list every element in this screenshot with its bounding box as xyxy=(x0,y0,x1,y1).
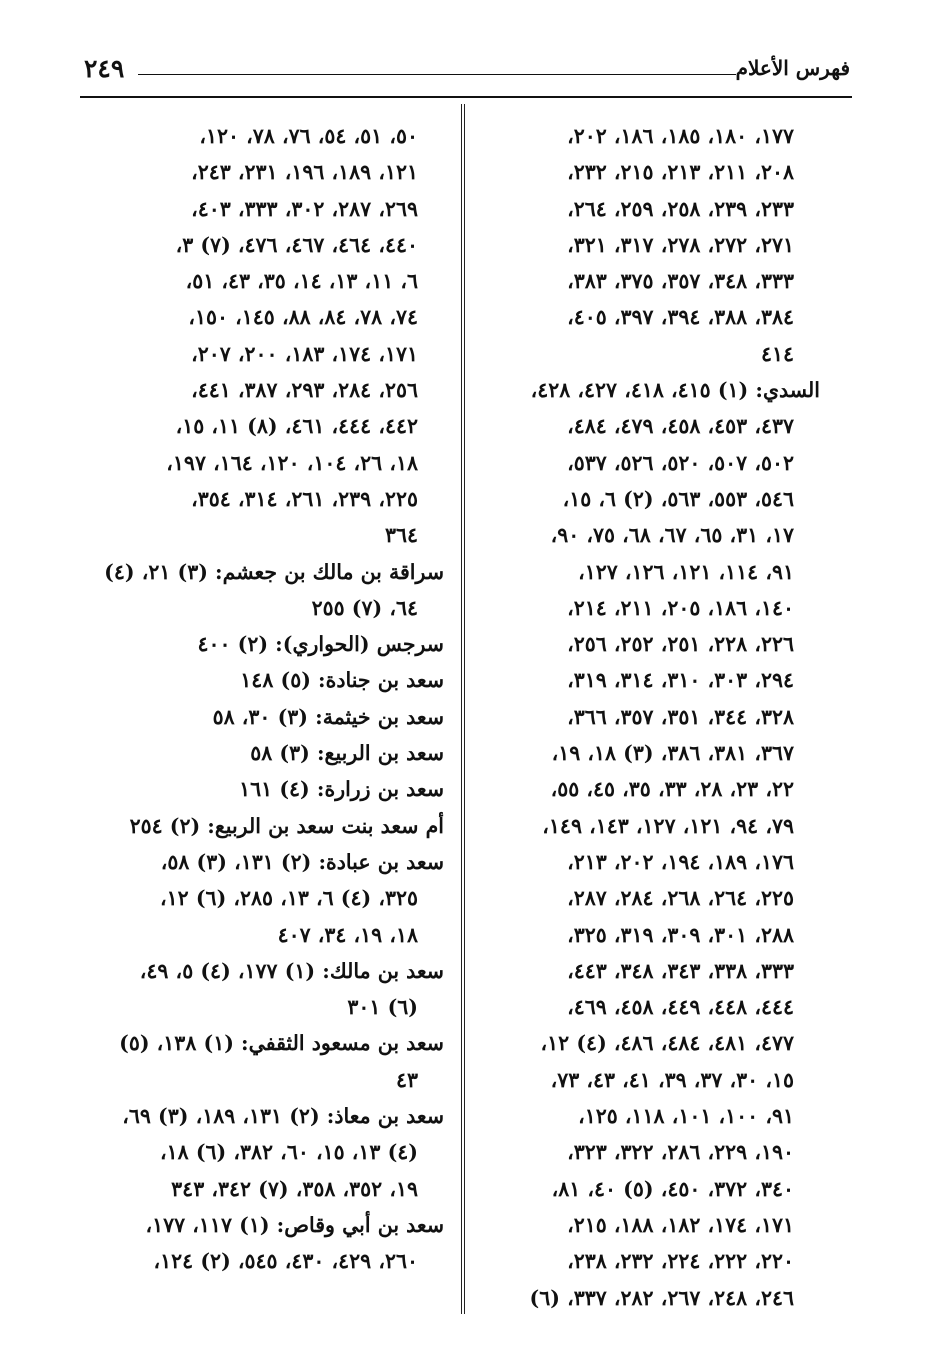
index-entry-line: ٢٢٥، ٢٣٩، ٢٦١، ٣١٤، ٣٥٤، xyxy=(191,486,418,511)
index-entry-heading: سراقة بن مالك بن جعشم: (٣) ٢١، (٤) xyxy=(104,559,444,584)
index-entry-line: (٤) ١٣، ١٥، ٦٠، ٣٨٢، (٦) ١٨، xyxy=(160,1140,418,1165)
index-entry-heading: سعد بن معاذ: (٢) ١٣١، ١٨٩، (٣) ٦٩، xyxy=(122,1104,444,1129)
index-entry-line: ٤٤٢، ٤٤٤، ٤٦١، (٨) ١١، ١٥، xyxy=(175,414,418,439)
index-entry-line: ٦، ١١، ١٣، ١٤، ٣٥، ٤٣، ٥١، xyxy=(185,269,418,294)
index-entry-line: ٥٤٦، ٥٥٣، ٥٦٣، (٢) ٦، ١٥، xyxy=(562,486,794,511)
index-entry-line: ٢٤٦، ٢٤٨، ٢٦٧، ٢٨٢، ٣٣٧، (٦) xyxy=(529,1285,794,1310)
index-entry-line: ٣٤٠، ٣٧٢، ٤٥٠، (٥) ٤٠، ٨١، xyxy=(551,1176,794,1201)
index-entry-line: ١٧١، ١٧٤، ١٨٢، ١٨٨، ٢١٥، xyxy=(567,1212,794,1237)
index-entry-line: ٣٨٤، ٣٨٨، ٣٩٤، ٣٩٧، ٤٠٥، xyxy=(567,305,794,330)
index-entry-line: ٤١٤ xyxy=(760,341,794,366)
index-entry-line: ٦٤، (٧) ٢٥٥ xyxy=(311,595,418,620)
index-entry-line: ٩١، ١١٤، ١٢١، ١٢٦، ١٢٧، xyxy=(578,559,794,584)
index-entry-heading: سعد بن مسعود الثقفي: (١) ١٣٨، (٥) xyxy=(119,1031,444,1056)
index-entry-line: ١٨، ٢٦، ١٠٤، ١٢٠، ١٦٤، ١٩٧، xyxy=(166,450,418,475)
index-entry-line: ٢٥٦، ٢٨٤، ٢٩٣، ٣٨٧، ٤٤١، xyxy=(191,378,418,403)
index-entry-line: ٢٧١، ٢٧٢، ٢٧٨، ٣١٧، ٣٢١، xyxy=(567,232,794,257)
index-entry-line: ١٥، ٣٠، ٣٧، ٣٩، ٤١، ٤٣، ٧٣، xyxy=(550,1067,794,1092)
index-entry-line: ٧٩، ٩٤، ١٢١، ١٢٧، ١٤٣، ١٤٩، xyxy=(542,813,794,838)
index-entry-heading: سعد بن خيثمة: (٣) ٣٠، ٥٨ xyxy=(212,704,444,729)
page-number: ٢٤٩ xyxy=(84,54,125,83)
index-entry-line: ٤٤٤، ٤٤٨، ٤٤٩، ٤٥٨، ٤٦٩، xyxy=(567,995,794,1020)
index-entry-line: ١٤٠، ١٨٦، ٢٠٥، ٢١١، ٢١٤، xyxy=(567,595,794,620)
index-entry-line: ١٨، ١٩، ٣٤، ٤٠٧ xyxy=(277,922,418,947)
index-entry-line: ١٢١، ١٨٩، ١٩٦، ٢٣١، ٢٤٣، xyxy=(191,160,418,185)
index-entry-heading: سرجس (الحواري): (٢) ٤٠٠ xyxy=(197,632,444,657)
index-entry-heading: سعد بن جنادة: (٥) ١٤٨ xyxy=(240,668,444,693)
index-entry-line: ١٧٦، ١٨٩، ١٩٤، ٢٠٢، ٢١٣، xyxy=(567,849,794,874)
header-rule xyxy=(138,74,736,75)
index-entry-line: ٢٠٨، ٢١١، ٢١٣، ٢١٥، ٢٣٢، xyxy=(567,160,794,185)
index-entry-heading: سعد بن الربيع: (٣) ٥٨ xyxy=(250,741,444,766)
index-entry-line: ٢٦٠، ٤٢٩، ٤٣٠، ٥٤٥، (٢) ١٢٤، xyxy=(153,1249,418,1274)
index-entry-heading: سعد بن مالك: (١) ١٧٧، (٤) ٥، ٤٩، xyxy=(139,958,444,983)
index-entry-line: ٢٨٨، ٣٠١، ٣٠٩، ٣١٩، ٣٢٥، xyxy=(567,922,794,947)
index-entry-line: ٢٣٣، ٢٣٩، ٢٥٨، ٢٥٩، ٢٦٤، xyxy=(567,196,794,221)
page-header xyxy=(80,52,852,98)
index-entry-line: ١٧٧، ١٨٠، ١٨٥، ١٨٦، ٢٠٢، xyxy=(567,124,794,148)
index-entry-line: ١٧، ٣١، ٦٥، ٦٧، ٦٨، ٧٥، ٩٠، xyxy=(550,523,794,548)
index-entry-line: ٣٢٥، (٤) ٦، ١٣، ٢٨٥، (٦) ١٢، xyxy=(160,886,418,911)
index-entry-line: ٢٦٩، ٢٨٧، ٣٠٢، ٣٣٣، ٤٠٣، xyxy=(191,196,418,221)
index-entry-line: ٧٤، ٧٨، ٨٤، ٨٨، ١٤٥، ١٥٠، xyxy=(188,305,418,330)
column-divider xyxy=(461,104,465,1314)
index-entry-line: ٣٣٣، ٣٣٨، ٣٤٣، ٣٤٨، ٤٤٣، xyxy=(567,958,794,983)
index-entry-line: ٢٢، ٢٣، ٢٨، ٣٣، ٣٥، ٤٥، ٥٥، xyxy=(550,777,794,802)
index-entry-line: ٥٠، ٥١، ٥٤، ٧٦، ٧٨، ١٢٠، xyxy=(199,124,418,148)
right-column xyxy=(490,118,820,1316)
index-entry-line: ٣٦٤ xyxy=(384,523,418,548)
index-entry-line: ٤٣٧، ٤٥٣، ٤٥٨، ٤٧٩، ٤٨٤، xyxy=(567,414,794,439)
index-entry-line: ٢٢٠، ٢٢٢، ٢٢٤، ٢٣٢، ٢٣٨، xyxy=(567,1249,794,1274)
index-entry-line: ٣٦٧، ٣٨١، ٣٨٦، (٣) ١٨، ١٩، xyxy=(551,741,794,766)
index-entry-line: ٩١، ١٠٠، ١٠١، ١١٨، ١٢٥، xyxy=(578,1104,794,1129)
index-entry-heading: السدي: (١) ٤١٥، ٤١٨، ٤٢٧، ٤٢٨، xyxy=(530,378,820,403)
index-entry-line: ٢٩٤، ٣٠٣، ٣١٠، ٣١٤، ٣١٩، xyxy=(567,668,794,693)
index-entry-line: ١٩، ٣٥٢، ٣٥٨، (٧) ٣٤٢، ٣٤٣ xyxy=(171,1176,418,1201)
index-entry-line: ٤٣ xyxy=(395,1067,418,1092)
index-entry-heading: أم سعد بنت سعد بن الربيع: (٢) ٢٥٤ xyxy=(129,813,444,838)
index-entry-line: ٢٢٦، ٢٢٨، ٢٥١، ٢٥٢، ٢٥٦، xyxy=(567,632,794,657)
index-entry-line: ٣٣٣، ٣٤٨، ٣٥٧، ٣٧٥، ٣٨٣، xyxy=(567,269,794,294)
index-entry-line: (٦) ٣٠١ xyxy=(347,995,418,1020)
running-title: فهرس الأعلام xyxy=(735,56,850,80)
index-entry-line: ٤٧٧، ٤٨١، ٤٨٤، ٤٨٦، (٤) ١٢، xyxy=(540,1031,794,1056)
index-entry-line: ٤٤٠، ٤٦٤، ٤٦٧، ٤٧٦، (٧) ٣، xyxy=(175,232,418,257)
index-entry-line: ٣٢٨، ٣٤٤، ٣٥١، ٣٥٧، ٣٦٦، xyxy=(567,704,794,729)
index-entry-line: ٢٢٥، ٢٦٤، ٢٦٨، ٢٨٤، ٢٨٧، xyxy=(567,886,794,911)
index-entry-heading: سعد بن زرارة: (٤) ١٦١ xyxy=(239,777,444,802)
left-column xyxy=(82,118,444,1280)
index-entry-heading: سعد بن عبادة: (٢) ١٣١، (٣) ٥٨، xyxy=(160,849,444,874)
index-entry-line: ٥٠٢، ٥٠٧، ٥٢٠، ٥٢٦، ٥٣٧، xyxy=(567,450,794,475)
index-entry-line: ١٩٠، ٢٢٩، ٢٨٦، ٣٢٢، ٣٢٣، xyxy=(567,1140,794,1165)
index-entry-line: ١٧١، ١٧٤، ١٨٣، ٢٠٠، ٢٠٧، xyxy=(191,341,418,366)
index-entry-heading: سعد بن أبي وقاص: (١) ١١٧، ١٧٧، xyxy=(145,1212,444,1237)
